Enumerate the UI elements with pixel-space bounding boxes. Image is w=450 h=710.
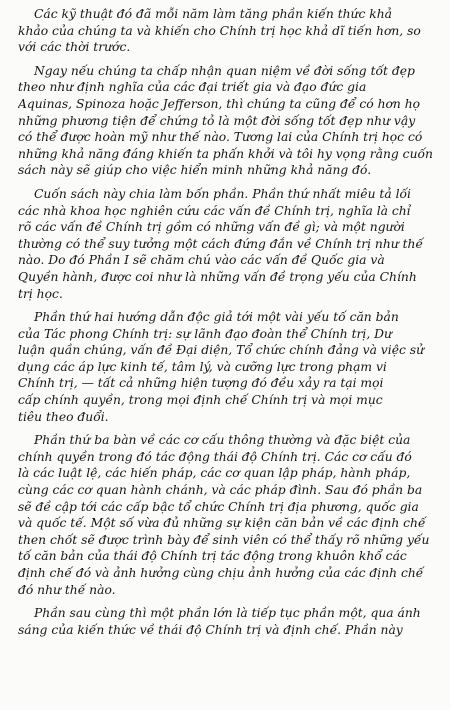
text-line: cùng các cơ quan hành chánh, và các pháp đình. Sau đó phần ba: [18, 483, 423, 498]
page-body-text: [18, 6, 442, 645]
text-line: Phần sau cùng thì một phần lớn là tiếp tục phần một, qua ánh: [34, 606, 421, 621]
text-line: tiêu theo đuổi.: [18, 409, 109, 424]
text-line: Các kỹ thuật đó đã mỗi năm làm tăng phần kiến thức khả: [34, 7, 392, 21]
paragraph: [18, 63, 442, 179]
text-line: Phần thứ ba bàn về các cơ cấu thông thường và đặc biệt của: [34, 433, 411, 448]
text-line: những phương tiện để chứng tỏ là một đời sống tốt đẹp như vậy: [18, 113, 416, 128]
text-line: đó như thế nào.: [18, 582, 116, 597]
text-line: những khả năng đáng khiến ta phấn khởi và tôi hy vọng rằng cuốn: [18, 146, 433, 161]
text-line: then chốt sẽ được trình bày để sinh viên có thể thấy rõ những yếu: [18, 532, 430, 547]
text-line: luận quần chúng, vấn đề Đại diện, Tổ chức chính đảng và việc sử: [18, 343, 424, 358]
text-line: Quyền hành, được coi như là những vấn đề trọng yếu của Chính: [18, 269, 417, 284]
text-line: cấp chính quyền, trong mọi định chế Chính trị và mọi mục: [18, 393, 383, 408]
text-line: có thể được hoàn mỹ như thế nào. Tương lai của Chính trị học có: [18, 130, 423, 145]
text-line: Phần thứ hai hướng dẫn độc giả tới một vài yếu tố căn bản: [34, 310, 399, 325]
text-line: sách này sẽ giúp cho việc hiển minh những khả năng đó.: [18, 163, 372, 178]
text-line: là các luật lệ, các hiến pháp, các cơ quan lập pháp, hành pháp,: [18, 466, 411, 481]
text-line: định chế đó và ảnh hưởng cùng chịu ảnh hưởng của các định chế: [18, 566, 424, 580]
text-line: nào. Do đó Phần I sẽ chăm chú vào các vấn đề Quốc gia và: [18, 253, 385, 268]
text-line: trị học.: [18, 286, 63, 301]
text-line: sẽ đề cập tới các cấp bậc tổ chức Chính trị địa phương, quốc gia: [18, 499, 419, 514]
paragraph: [18, 186, 442, 302]
paragraph: [18, 432, 442, 598]
text-line: theo như định nghĩa của các đại triết gia và đạo đức gia: [18, 80, 367, 95]
text-line: rõ các vấn đề Chính trị gồm có những vấn đề gì; và một người: [18, 220, 405, 235]
text-line: Cuốn sách này chia làm bốn phần. Phần thứ nhất miêu tả lối: [34, 186, 411, 201]
text-line: sáng của kiến thức về thái độ Chính trị và định chế. Phần này: [18, 622, 403, 637]
text-line: khảo của chúng ta và khiến cho Chính trị học khả dĩ tiến hơn, so: [18, 23, 421, 38]
text-line: với các thời trước.: [18, 40, 131, 55]
text-line: chính quyền trong đó tác động thái độ Chính trị. Các cơ cấu đó: [18, 449, 412, 464]
text-line: các nhà khoa học nghiên cứu các vấn đề Chính trị, nghĩa là chỉ: [18, 203, 411, 218]
text-line: của Tác phong Chính trị: sự lãnh đạo đoàn thể Chính trị, Dư: [18, 326, 392, 341]
text-line: Chính trị, — tất cả những hiện tượng đó đều xảy ra tại mọi: [18, 376, 384, 391]
text-line: Aquinas, Spinoza hoặc Jefferson, thì chúng ta cũng để có hơn họ: [18, 96, 421, 111]
text-line: tố căn bản của thái độ Chính trị tác động trong khuôn khổ các: [18, 549, 407, 564]
paragraph: [18, 309, 442, 425]
text-line: thường có thể suy tưởng một cách đứng đắn về Chính trị như thế: [18, 236, 424, 251]
text-line: và quốc tế. Một số vừa đủ những sự kiện căn bản về các định chế: [18, 516, 426, 531]
paragraph: [18, 6, 442, 56]
text-line: dụng các áp lực kinh tế, tâm lý, và cưỡng lực trong phạm vi: [18, 359, 387, 374]
paragraph: [18, 605, 442, 638]
text-line: Ngay nếu chúng ta chấp nhận quan niệm về đời sống tốt đẹp: [34, 63, 415, 78]
